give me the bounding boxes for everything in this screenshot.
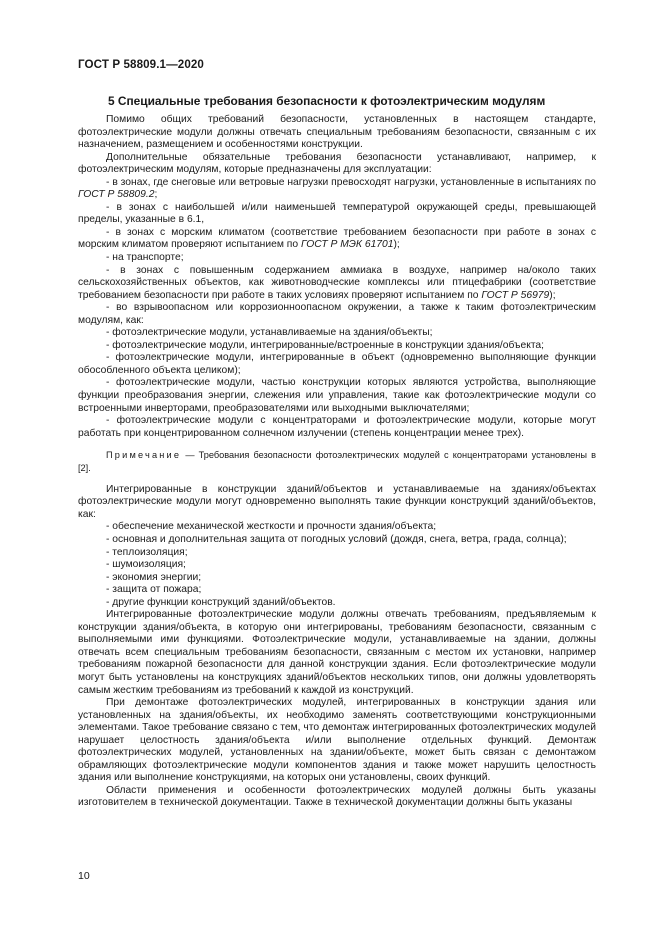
list-item: - в зонах с повышенным содержанием аммиака в воздухе, например на/около таких сельскохозяйственных объектов, как животноводческие комплексы или птицефабрики (соответствие требованием безопасности при работе в таких условиях проверяют испытанием по ГОСТ Р 56979); (78, 264, 596, 301)
list-item: - фотоэлектрические модули, интегрированные в объект (одновременно выполняющие функции обособленного объекта целиком); (78, 352, 596, 376)
list-item: - в зонах с морским климатом (соответствие требованием безопасности при работе в зонах с морским климатом проверяют испытанием по ГОСТ Р МЭК 61701); (78, 226, 596, 251)
list-item: - в зонах с наибольшей и/или наименьшей температурой окружающей среды, превышающей пределы, указанные в 6.1, (78, 201, 596, 226)
list-item: - обеспечение механической жесткости и прочности здания/объекта; (106, 521, 437, 533)
list-item: - основная и дополнительная защита от погодных условий (дождя, снега, ветра, града, солнца); (106, 534, 567, 545)
note-label: Примечание (106, 450, 182, 461)
standard-reference: ГОСТ Р МЭК 61701 (300, 239, 394, 251)
standard-reference: ГОСТ Р 56979 (481, 289, 550, 301)
list-item: - защита от пожара; (106, 584, 202, 596)
list-item: - фотоэлектрические модули, интегрированные/встроенные в конструкции здания/объекта; (106, 339, 545, 351)
body-text (78, 114, 596, 810)
list-item: - во взрывоопасном или коррозионноопасном окружении, а также к таким фотоэлектрическим модулям, как: (78, 302, 596, 326)
bibliography-reference: [2] (78, 462, 89, 473)
list-item: - теплоизоляция; (106, 546, 188, 558)
paragraph: При демонтаже фотоэлектрических модулей, интегрированных в конструкции здания или установленных на здания/объекты, их необходимо заменять соответствующими конструкционными элементами. Такое требование связано с тем, что демонтаж интегрированных фотоэлектрических модулей нарушает целостность здания/объекта и/или выполнение отдельных функций. Демонтаж фотоэлектрических модулей, установленных на здании/объекте, может быть связан с демонтажом обрамляющих фотоэлектрические модули компонентов здания и также может нарушить целостность здания или выполнение конструкциями, на которых они установлены, своих функций. (78, 697, 596, 784)
list-item: - в зонах, где снеговые или ветровые нагрузки превосходят нагрузки, установленные в испытаниях по ГОСТ Р 58809.2; (78, 176, 596, 201)
list-item: - фотоэлектрические модули, устанавливаемые на здания/объекты; (106, 327, 433, 339)
paragraph: Области применения и особенности фотоэлектрических модулей должны быть указаны изготовителем в технической документации. Также в технической документации должны быть указаны (78, 784, 596, 809)
list-item: - экономия энергии; (106, 571, 202, 583)
standard-reference: ГОСТ Р 58809.2 (78, 189, 155, 201)
page-number: 10 (78, 870, 90, 882)
paragraph: Помимо общих требований безопасности, установленных в настоящем стандарте, фотоэлектрические модули должны отвечать специальным требованиям безопасности, связанным с их назначением, размещением и особенностями конструкции. (78, 114, 596, 151)
list-item: - фотоэлектрические модули с концентраторами и фотоэлектрические модули, которые могут работать при концентрированном солнечном излучении (степень концентрации менее трех). (78, 415, 596, 439)
list-item: - фотоэлектрические модули, частью конструкции которых являются устройства, выполняющие функции преобразования энергии, слежения или управления, такие как фотоэлектрические модули со встроенными инверторами, преобразователями или выходными выключателями; (78, 377, 596, 414)
paragraph: Интегрированные в конструкции зданий/объектов и устанавливаемые на зданиях/объектах фотоэлектрические модули могут одновременно выполнять такие функции конструкций зданий/объектов, как: (78, 483, 596, 520)
list-item: - другие функции конструкций зданий/объектов. (106, 596, 336, 608)
list-item: - шумоизоляция; (106, 559, 186, 571)
section-heading: 5 Специальные требования безопасности к фотоэлектрическим модулям (108, 94, 546, 108)
note: Примечание — Требования безопасности фотоэлектрических модулей с концентраторами установлены в [2]. (78, 450, 596, 473)
paragraph: Интегрированные фотоэлектрические модули должны отвечать требованиям, предъявляемым к конструкции здания/объекта, в которую они интегрированы, требованиям безопасности, связанным с выполняемыми ими функциями. Фотоэлектрические модули, устанавливаемые на здании, должны отвечать всем специальным требованиям безопасности, связанным с местом их установки, например требованиям пожарной безопасности для данной конструкции здания. Если фотоэлектрические модули могут быть установлены на конструкциях зданий/объектов нескольких типов, они должны удовлетворять самым жестким требованиям из требований к каждой из конструкций. (78, 609, 596, 696)
list-item: - на транспорте; (106, 252, 184, 264)
document-id-header: ГОСТ Р 58809.1—2020 (78, 58, 204, 71)
paragraph: Дополнительные обязательные требования безопасности устанавливают, например, к фотоэлектрическим модулям, которые предназначены для эксплуатации: (78, 151, 596, 176)
